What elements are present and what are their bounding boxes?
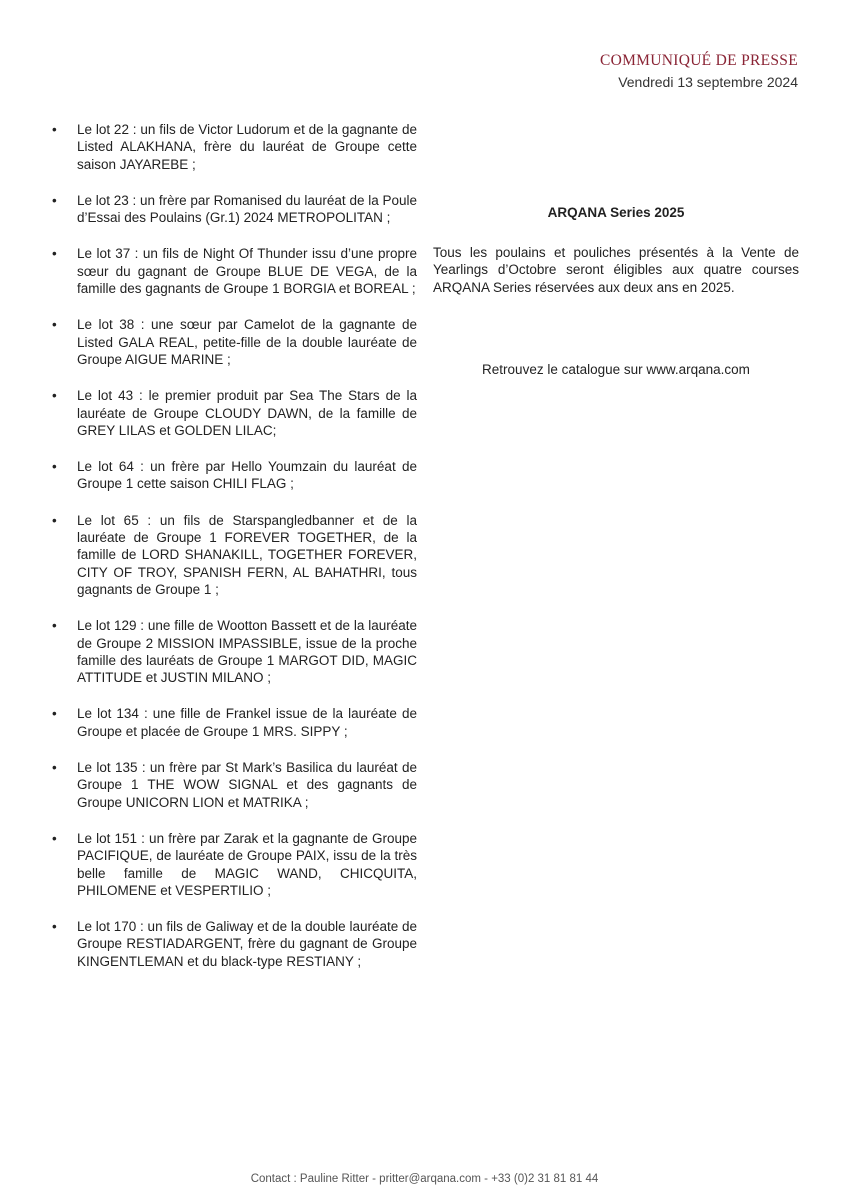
series-section [433, 205, 799, 377]
bullet-icon: • [52, 706, 57, 722]
list-item [52, 245, 417, 297]
bullet-icon: • [52, 122, 57, 137]
bullet-icon: • [52, 760, 57, 776]
list-item [52, 192, 417, 227]
press-release-label: COMMUNIQUÉ DE PRESSE [599, 52, 798, 69]
list-item [52, 512, 417, 598]
catalogue-link-text: Retrouvez le catalogue sur www.arqana.com [482, 361, 750, 377]
bullet-icon: • [52, 512, 57, 528]
bullet-icon: • [52, 246, 57, 262]
list-item [52, 705, 417, 740]
lots-list [52, 121, 417, 989]
page-header [600, 52, 798, 90]
list-item [52, 121, 417, 173]
lot-text: Le lot 170 : un fils de Galiway et de la double lauréate de Groupe RESTIADARGENT, frère du gagnant de Groupe KINGENTLEMAN et du black-type RESTIANY ; [77, 919, 417, 969]
list-item [52, 458, 417, 493]
series-paragraph: Tous les poulains et pouliches présentés à la Vente de Yearlings d’Octobre seront éligibles aux quatre courses ARQANA Series réservées aux deux ans en 2025. [433, 245, 799, 295]
lot-text: Le lot 43 : le premier produit par Sea The Stars de la lauréate de Groupe CLOUDY DAWN, de la famille de GREY LILAS et GOLDEN LILAC; [77, 388, 417, 438]
list-item [52, 617, 417, 686]
lot-text: Le lot 37 : un fils de Night Of Thunder issu d’une propre sœur du gagnant de Groupe BLUE DE VEGA, de la famille des gagnants de Groupe 1 BORGIA et BOREAL ; [77, 246, 417, 297]
lot-text: Le lot 151 : un frère par Zarak et la gagnante de Groupe PACIFIQUE, de lauréate de Groupe PAIX, issu de la très belle famille de MAGIC WAND, CHICQUITA, PHILOMENE et VESPERTILIO ; [77, 830, 417, 898]
lot-text: Le lot 23 : un frère par Romanised du lauréat de la Poule d’Essai des Poulains (Gr.1) 2024 METROPOLITAN ; [77, 192, 417, 226]
release-date: Vendredi 13 septembre 2024 [618, 74, 798, 90]
lot-text: Le lot 64 : un frère par Hello Youmzain du lauréat de Groupe 1 cette saison CHILI FLAG ; [77, 459, 417, 492]
bullet-icon: • [52, 459, 57, 475]
lot-text: Le lot 38 : une sœur par Camelot de la gagnante de Listed GALA REAL, petite-fille de la double lauréate de Groupe AIGUE MARINE ; [77, 317, 417, 367]
bullet-icon: • [52, 618, 57, 634]
bullet-icon: • [52, 919, 57, 935]
series-title: ARQANA Series 2025 [547, 205, 685, 220]
list-item [52, 316, 417, 368]
lot-text: Le lot 22 : un fils de Victor Ludorum et de la gagnante de Listed ALAKHANA, frère du lauréat de Groupe cette saison JAYAREBE ; [77, 122, 417, 172]
footer-contact: Contact : Pauline Ritter - pritter@arqana.com - +33 (0)2 31 81 81 44 [250, 1173, 599, 1185]
bullet-icon: • [52, 388, 57, 404]
list-item [52, 759, 417, 811]
lot-text: Le lot 65 : un fils de Starspangledbanner et de la lauréate de Groupe 1 FOREVER TOGETHER, de la famille de LORD SHANAKILL, TOGETHER FOREVER, CITY OF TROY, SPANISH FERN, AL BAHATHRI, tous gagnants de Groupe 1 ; [77, 512, 417, 597]
bullet-icon: • [52, 317, 57, 333]
list-item [52, 387, 417, 439]
lot-text: Le lot 135 : un frère par St Mark’s Basilica du lauréat de Groupe 1 THE WOW SIGNAL et des gagnants de Groupe UNICORN LION et MATRIKA ; [77, 760, 417, 810]
bullet-icon: • [52, 830, 57, 846]
bullet-icon: • [52, 192, 57, 208]
list-item [52, 830, 417, 899]
lot-text: Le lot 129 : une fille de Wootton Bassett et de la lauréate de Groupe 2 MISSION IMPASSIBLE, issue de la proche famille des lauréats de Groupe 1 MARGOT DID, MAGIC ATTITUDE et JUSTIN MILANO ; [77, 618, 417, 686]
lot-text: Le lot 134 : une fille de Frankel issue de la lauréate de Groupe et placée de Groupe 1 MRS. SIPPY ; [77, 706, 417, 739]
list-item [52, 918, 417, 970]
